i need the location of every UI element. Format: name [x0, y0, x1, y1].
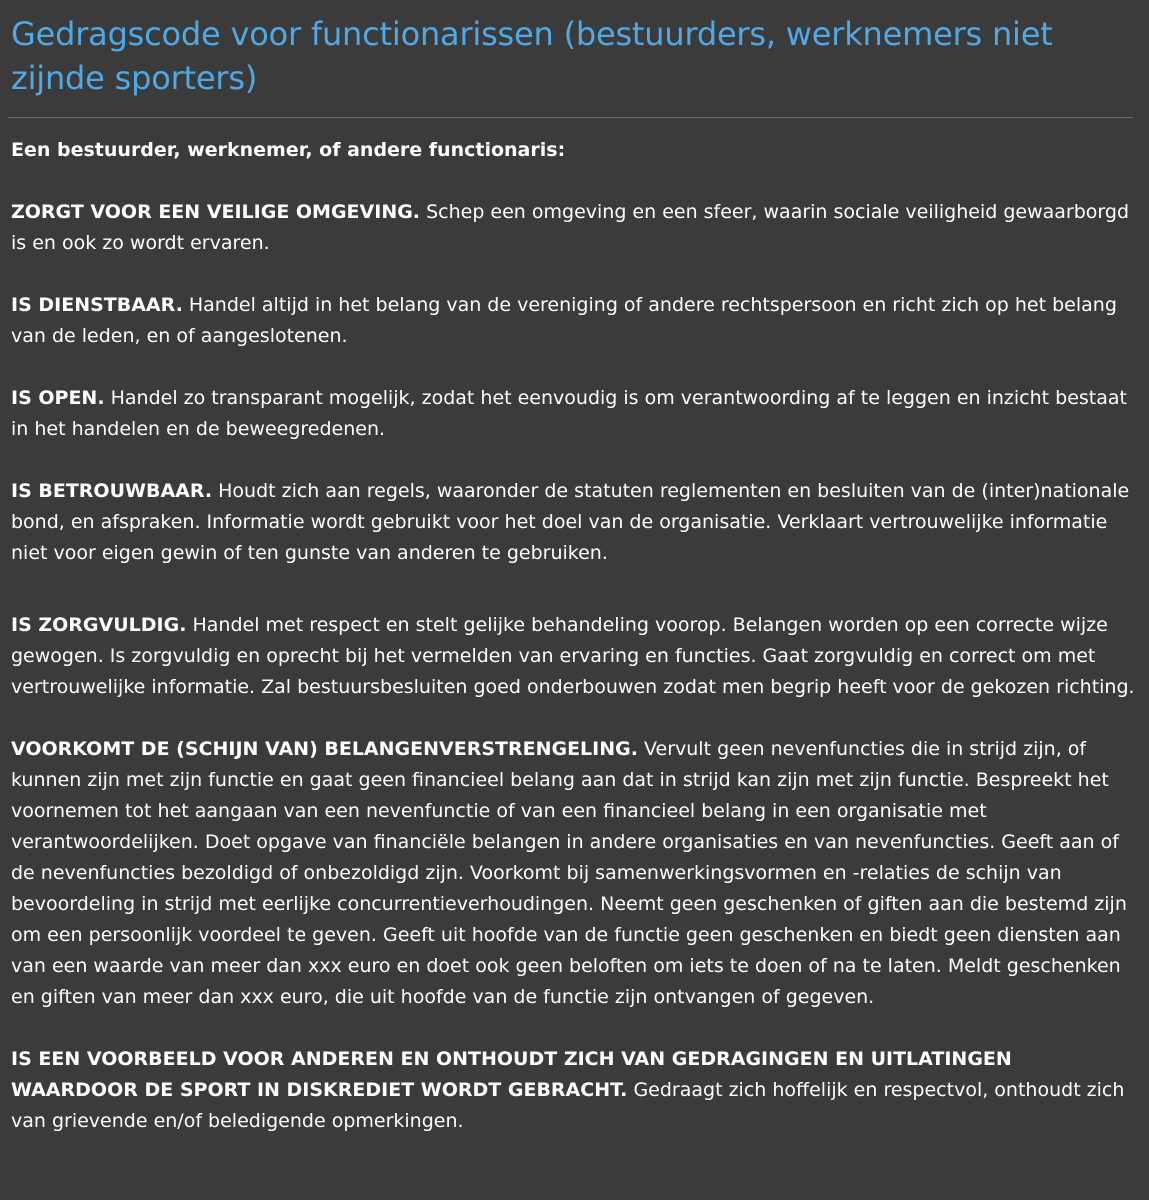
intro-text: Een bestuurder, werknemer, of andere functionaris:: [11, 139, 566, 161]
section-text: Gedraagt zich hoffelijk en respectvol, onthoudt zich van grievende en/of beledigende opmerkingen.: [11, 1079, 1125, 1132]
section-heading: IS BETROUWBAAR.: [11, 480, 213, 502]
code-section-veilige-omgeving: [11, 197, 1135, 259]
section-heading: IS ZORGVULDIG.: [11, 614, 187, 636]
section-text: Handel met respect en stelt gelijke behandeling voorop. Belangen worden op een correcte wijze gewogen. Is zorgvuldig en oprecht bij het vermelden van ervaring en functies. Gaat zorgvuldig en correct om met vertrouwelijke informatie. Zal bestuursbesluiten goed onderbouwen zodat men begrip heeft voor de gekozen richting.: [11, 614, 1135, 698]
code-section-dienstbaar: [11, 290, 1135, 352]
section-text: Houdt zich aan regels, waaronder de statuten reglementen en besluiten van de (inter)nationale bond, en afspraken. Informatie wordt gebruikt voor het doel van de organisatie. Verklaart vertrouwelijke informatie niet voor eigen gewin of ten gunste van anderen te gebruiken.: [11, 480, 1130, 564]
section-heading: VOORKOMT DE (SCHIJN VAN) BELANGENVERSTRENGELING.: [11, 738, 638, 760]
code-section-zorgvuldig: [11, 610, 1135, 703]
page-title: Gedragscode voor functionarissen (bestuurders, werknemers niet zijnde sporters): [11, 15, 1053, 97]
section-heading: ZORGT VOOR EEN VEILIGE OMGEVING.: [11, 201, 421, 223]
section-heading: IS OPEN.: [11, 387, 105, 409]
section-text: Vervult geen nevenfuncties die in strijd zijn, of kunnen zijn met zijn functie en gaat geen financieel belang aan dat in strijd kan zijn met zijn functie. Bespreekt het voornemen tot het aangaan van een nevenfunctie of van een financieel belang in een organisatie met verantwoordelijken. Doet opgave van financiële belangen in andere organisaties en van nevenfuncties. Geeft aan of de nevenfuncties bezoldigd of onbezoldigd zijn. Voorkomt bij samenwerkingsvormen en -relaties de schijn van bevoordeling in strijd met eerlijke concurrentieverhoudingen. Neemt geen geschenken of giften aan die bestemd zijn om een persoonlijk voordeel te geven. Geeft uit hoofde van de functie geen geschenken en biedt geen diensten aan van een waarde van meer dan xxx euro en doet ook geen beloften om iets te doen of na te laten. Meldt geschenken en giften van meer dan xxx euro, die uit hoofde van de functie zijn ontvangen of gegeven.: [11, 738, 1127, 1008]
section-heading: IS DIENSTBAAR.: [11, 294, 183, 316]
section-text: Handel altijd in het belang van de vereniging of andere rechtspersoon en richt zich op het belang van de leden, en of aangeslotenen.: [11, 294, 1117, 347]
section-text: Handel zo transparant mogelijk, zodat het eenvoudig is om verantwoording af te leggen en inzicht bestaat in het handelen en de beweegredenen.: [11, 387, 1127, 440]
code-section-open: [11, 383, 1135, 445]
code-section-betrouwbaar: [11, 476, 1135, 569]
section-text: Schep een omgeving en een sfeer, waarin sociale veiligheid gewaarborgd is en ook zo wordt ervaren.: [11, 201, 1130, 254]
title-divider: [8, 117, 1133, 118]
code-section-voorbeeld: [11, 1044, 1135, 1137]
section-heading: IS EEN VOORBEELD VOOR ANDEREN EN ONTHOUDT ZICH VAN GEDRAGINGEN EN UITLATINGEN WAARDOOR DE SPORT IN DISKREDIET WORDT GEBRACHT.: [11, 1048, 1012, 1101]
code-section-belangenverstrengeling: [11, 734, 1135, 1013]
